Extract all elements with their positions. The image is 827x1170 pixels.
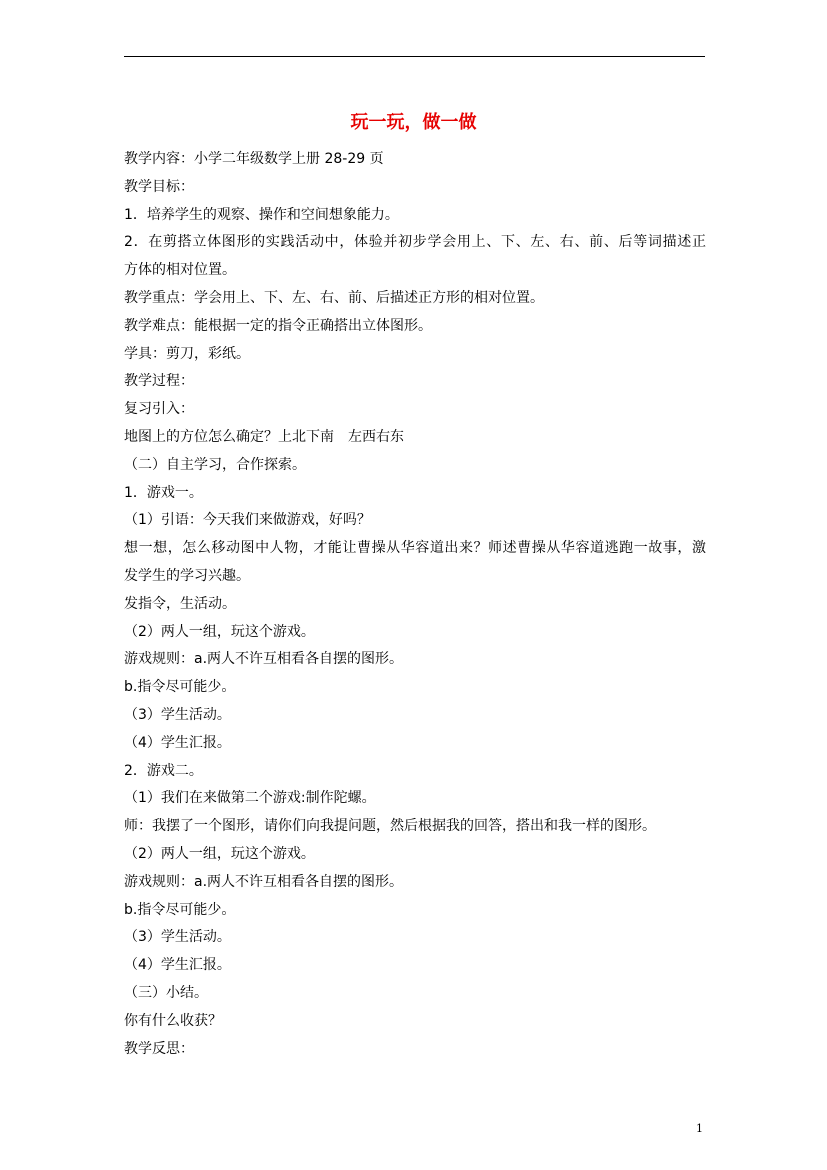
- text-line-game-2: 2．游戏二。: [124, 762, 203, 779]
- text-line-game-1-step-2: （2）两人一组，玩这个游戏。: [124, 623, 315, 640]
- text-line-difficulty: 教学难点：能根据一定的指令正确搭出立体图形。: [124, 317, 432, 334]
- text-line-section-3: （三）小结。: [124, 984, 208, 1001]
- text-line-tools: 学具：剪刀，彩纸。: [124, 345, 250, 362]
- text-line-game-1-story-cont: 发学生的学习兴趣。: [124, 567, 250, 584]
- text-line-game-1-rule-a: 游戏规则：a.两人不许互相看各自摆的图形。: [124, 651, 404, 668]
- text-line-game-1-rule-b: b.指令尽可能少。: [124, 679, 236, 696]
- text-line-objective-1: 1．培养学生的观察、操作和空间想象能力。: [124, 206, 399, 223]
- text-line-game-1-step-4: （4）学生汇报。: [124, 734, 231, 751]
- text-line-game-2-step-2: （2）两人一组，玩这个游戏。: [124, 845, 315, 862]
- page-number: 1: [696, 1122, 703, 1135]
- text-line-game-2-step-3: （3）学生活动。: [124, 929, 231, 946]
- text-line-harvest-question: 你有什么收获？: [124, 1012, 222, 1029]
- document-title: 玩一玩，做一做: [350, 112, 477, 133]
- text-line-objectives-heading: 教学目标：: [124, 178, 194, 195]
- text-line-game-1-instruction: 发指令，生活动。: [124, 595, 236, 612]
- header-rule: [124, 56, 705, 57]
- text-line-teaching-content: 教学内容：小学二年级数学上册 28-29 页: [124, 151, 384, 167]
- text-line-review-heading: 复习引入：: [124, 401, 194, 418]
- document-body: [124, 146, 706, 1063]
- text-line-game-2-rule-b: b.指令尽可能少。: [124, 901, 236, 918]
- text-line-objective-2: 2．在剪搭立体图形的实践活动中，体验并初步学会用上、下、左、右、前、后等词描述正: [124, 234, 706, 251]
- text-line-game-2-step-1: （1）我们在来做第二个游戏:制作陀螺。: [124, 790, 376, 807]
- text-line-reflection-heading: 教学反思：: [124, 1040, 194, 1057]
- text-line-objective-2-cont: 方体的相对位置。: [124, 262, 236, 279]
- text-line-game-1-story: 想一想，怎么移动图中人物，才能让曹操从华容道出来？师述曹操从华容道逃跑一故事，激: [124, 540, 706, 557]
- text-line-game-1-step-1: （1）引语：今天我们来做游戏，好吗？: [124, 512, 371, 529]
- text-line-game-1-step-3: （3）学生活动。: [124, 706, 231, 723]
- text-line-key-point: 教学重点：学会用上、下、左、右、前、后描述正方形的相对位置。: [124, 289, 544, 306]
- text-line-game-2-step-4: （4）学生汇报。: [124, 957, 231, 974]
- text-line-map-directions: 地图上的方位怎么确定？上北下南 左西右东: [124, 428, 404, 445]
- text-line-game-1: 1．游戏一。: [124, 484, 203, 501]
- text-line-game-2-teacher: 师：我摆了一个图形，请你们向我提问题，然后根据我的回答，搭出和我一样的图形。: [124, 818, 656, 835]
- text-line-process-heading: 教学过程：: [124, 373, 194, 390]
- text-line-game-2-rule-a: 游戏规则：a.两人不许互相看各自摆的图形。: [124, 873, 404, 890]
- text-line-section-2: （二）自主学习，合作探索。: [124, 456, 306, 473]
